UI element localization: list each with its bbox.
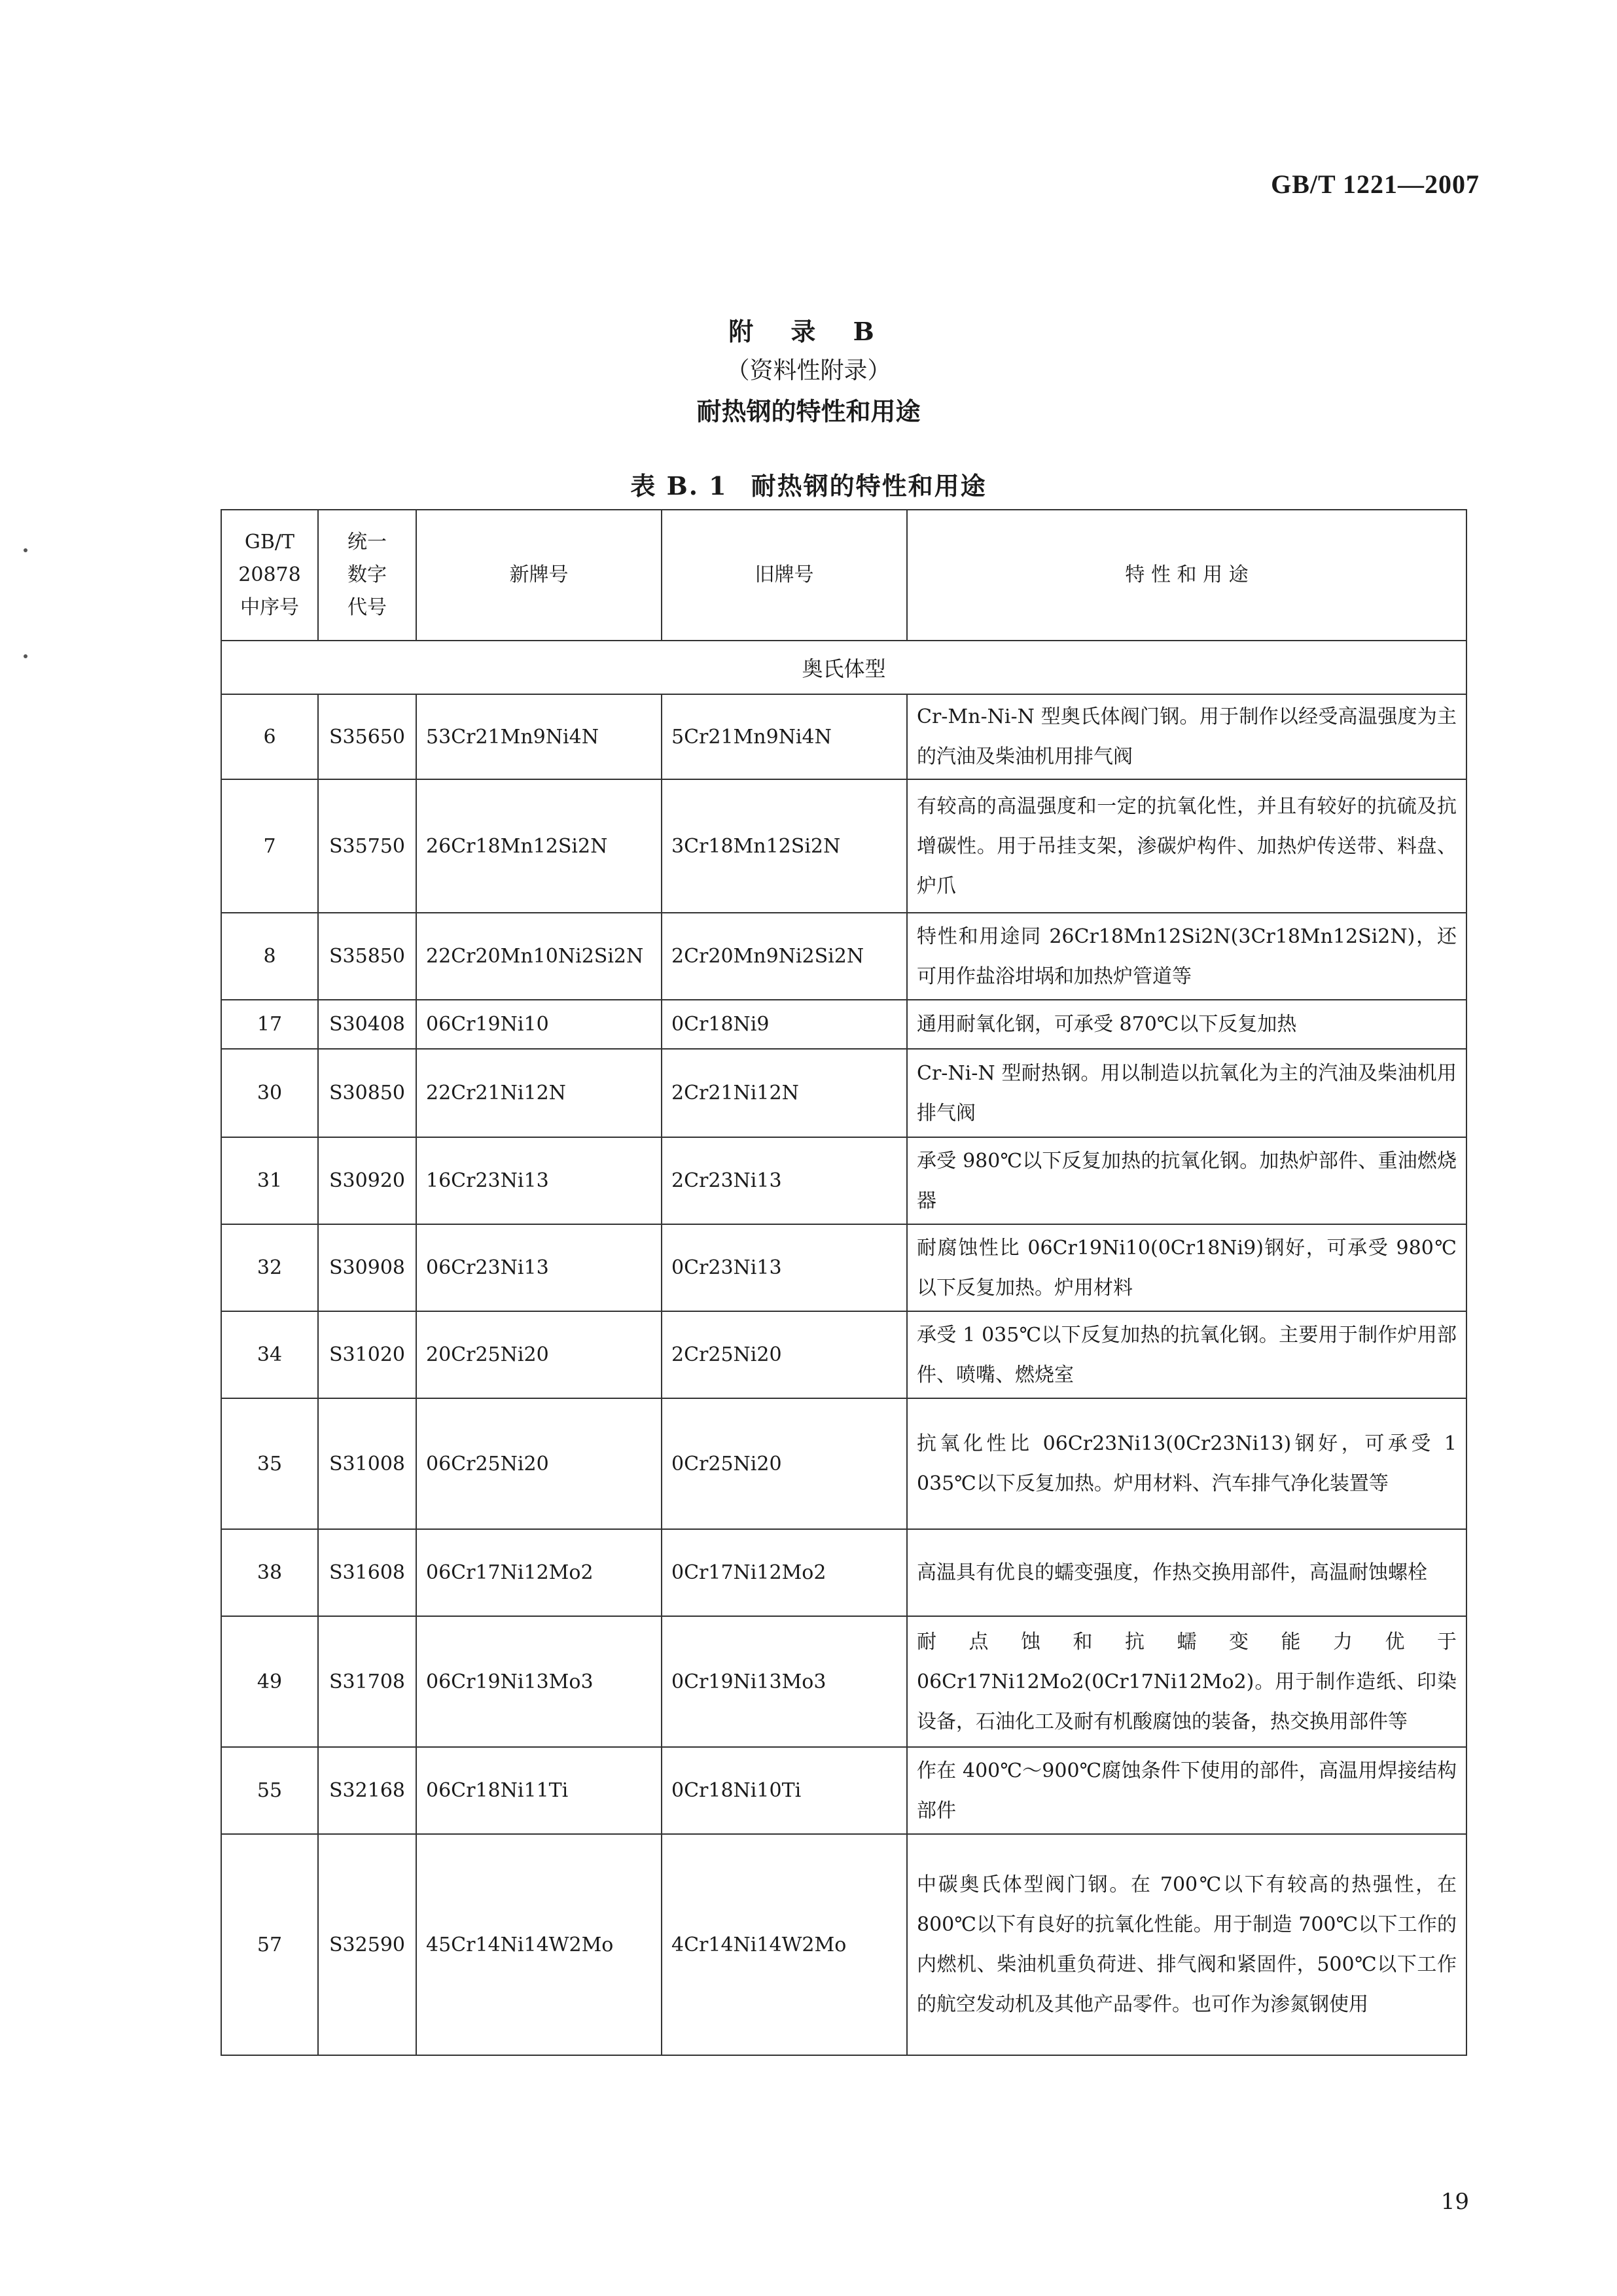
cell-new-grade: 16Cr23Ni13 — [416, 1137, 662, 1224]
table-row — [221, 913, 1466, 1000]
header-usage: 特 性 和 用 途 — [907, 510, 1466, 641]
cell-usage: 承受 980℃以下反复加热的抗氧化钢。加热炉部件、重油燃烧器 — [907, 1137, 1466, 1224]
cell-code: S30408 — [318, 1000, 416, 1049]
cell-new-grade: 06Cr19Ni13Mo3 — [416, 1616, 662, 1747]
table-row — [221, 694, 1466, 779]
cell-new-grade: 06Cr23Ni13 — [416, 1224, 662, 1311]
cell-old-grade: 5Cr21Mn9Ni4N — [662, 694, 907, 779]
header-old-grade: 旧牌号 — [662, 510, 907, 641]
cell-old-grade: 4Cr14Ni14W2Mo — [662, 1834, 907, 2055]
cell-code: S30850 — [318, 1049, 416, 1137]
cell-new-grade: 53Cr21Mn9Ni4N — [416, 694, 662, 779]
header-code-line: 数字 — [347, 563, 387, 586]
cell-old-grade: 0Cr18Ni9 — [662, 1000, 907, 1049]
standard-number: GB/T 1221—2007 — [1271, 169, 1480, 199]
cell-usage: Cr-Mn-Ni-N 型奥氏体阀门钢。用于制作以经受高温强度为主的汽油及柴油机用排气阀 — [907, 694, 1466, 779]
cell-usage: 中碳奥氏体型阀门钢。在 700℃以下有较高的热强性，在 800℃以下有良好的抗氧化性能。用于制造 700℃以下工作的内燃机、柴油机重负荷进、排气阀和紧固件，500℃以下工作的航空发动机及其他产品零件。也可作为渗氮钢使用 — [907, 1834, 1466, 2055]
header-seq-line: 中序号 — [240, 596, 299, 619]
cell-seq: 8 — [221, 913, 318, 1000]
table-caption — [0, 466, 1617, 502]
cell-usage: 抗氧化性比 06Cr23Ni13(0Cr23Ni13)钢好，可承受 1 035℃以下反复加热。炉用材料、汽车排气净化装置等 — [907, 1398, 1466, 1529]
cell-seq: 7 — [221, 779, 318, 913]
cell-usage: 作在 400℃～900℃腐蚀条件下使用的部件，高温用焊接结构部件 — [907, 1747, 1466, 1834]
cell-code: S31008 — [318, 1398, 416, 1529]
header-seq-line: GB/T — [244, 531, 295, 554]
cell-new-grade: 22Cr21Ni12N — [416, 1049, 662, 1137]
table-row — [221, 1398, 1466, 1529]
group-label: 奥氏体型 — [221, 641, 1466, 694]
header-code-line: 代号 — [347, 596, 387, 619]
cell-old-grade: 2Cr21Ni12N — [662, 1049, 907, 1137]
table-row — [221, 1616, 1466, 1747]
cell-seq: 31 — [221, 1137, 318, 1224]
appendix-heading — [0, 313, 1617, 432]
table-row — [221, 1834, 1466, 2055]
table-row — [221, 1529, 1466, 1616]
cell-old-grade: 3Cr18Mn12Si2N — [662, 779, 907, 913]
header-new-grade: 新牌号 — [416, 510, 662, 641]
cell-seq: 6 — [221, 694, 318, 779]
header-code-line: 统一 — [347, 531, 387, 554]
table-caption-number: 表 B. 1 — [630, 471, 728, 501]
cell-code: S30908 — [318, 1224, 416, 1311]
table-caption-title: 耐热钢的特性和用途 — [751, 471, 987, 501]
cell-usage: 有较高的高温强度和一定的抗氧化性，并且有较好的抗硫及抗增碳性。用于吊挂支架，渗碳炉构件、加热炉传送带、料盘、炉爪 — [907, 779, 1466, 913]
heat-resistant-steel-table — [221, 509, 1467, 2056]
table-header-row — [221, 510, 1466, 641]
cell-new-grade: 06Cr19Ni10 — [416, 1000, 662, 1049]
cell-usage: 通用耐氧化钢，可承受 870℃以下反复加热 — [907, 1000, 1466, 1049]
cell-new-grade: 22Cr20Mn10Ni2Si2N — [416, 913, 662, 1000]
cell-old-grade: 0Cr17Ni12Mo2 — [662, 1529, 907, 1616]
cell-new-grade: 26Cr18Mn12Si2N — [416, 779, 662, 913]
cell-seq: 17 — [221, 1000, 318, 1049]
cell-usage: Cr-Ni-N 型耐热钢。用以制造以抗氧化为主的汽油及柴油机用排气阀 — [907, 1049, 1466, 1137]
cell-seq: 35 — [221, 1398, 318, 1529]
cell-old-grade: 0Cr18Ni10Ti — [662, 1747, 907, 1834]
table-row — [221, 1000, 1466, 1049]
cell-code: S30920 — [318, 1137, 416, 1224]
cell-old-grade: 2Cr23Ni13 — [662, 1137, 907, 1224]
cell-new-grade: 06Cr25Ni20 — [416, 1398, 662, 1529]
table-row — [221, 1049, 1466, 1137]
cell-old-grade: 0Cr25Ni20 — [662, 1398, 907, 1529]
table-row — [221, 1137, 1466, 1224]
cell-code: S31608 — [318, 1529, 416, 1616]
cell-usage: 耐点蚀和抗蠕变能力优于 06Cr17Ni12Mo2(0Cr17Ni12Mo2)。用于制作造纸、印染设备，石油化工及耐有机酸腐蚀的装备，热交换用部件等 — [907, 1616, 1466, 1747]
cell-old-grade: 0Cr19Ni13Mo3 — [662, 1616, 907, 1747]
appendix-subject: 耐热钢的特性和用途 — [696, 397, 921, 426]
cell-old-grade: 0Cr23Ni13 — [662, 1224, 907, 1311]
cell-seq: 32 — [221, 1224, 318, 1311]
cell-seq: 30 — [221, 1049, 318, 1137]
table-row — [221, 1311, 1466, 1398]
page-number: 19 — [1440, 2189, 1469, 2215]
cell-seq: 38 — [221, 1529, 318, 1616]
scan-mark — [24, 548, 27, 552]
header-code — [318, 510, 416, 641]
cell-seq: 49 — [221, 1616, 318, 1747]
cell-code: S32168 — [318, 1747, 416, 1834]
cell-old-grade: 2Cr25Ni20 — [662, 1311, 907, 1398]
cell-new-grade: 06Cr18Ni11Ti — [416, 1747, 662, 1834]
cell-code: S31020 — [318, 1311, 416, 1398]
cell-new-grade: 20Cr25Ni20 — [416, 1311, 662, 1398]
table-row — [221, 1224, 1466, 1311]
cell-usage: 特性和用途同 26Cr18Mn12Si2N(3Cr18Mn12Si2N)，还可用作盐浴坩埚和加热炉管道等 — [907, 913, 1466, 1000]
header-seq-line: 20878 — [238, 563, 301, 586]
group-row — [221, 641, 1466, 694]
cell-new-grade: 45Cr14Ni14W2Mo — [416, 1834, 662, 2055]
cell-new-grade: 06Cr17Ni12Mo2 — [416, 1529, 662, 1616]
appendix-type: （资料性附录） — [726, 357, 891, 384]
cell-old-grade: 2Cr20Mn9Ni2Si2N — [662, 913, 907, 1000]
cell-code: S35750 — [318, 779, 416, 913]
cell-usage: 承受 1 035℃以下反复加热的抗氧化钢。主要用于制作炉用部件、喷嘴、燃烧室 — [907, 1311, 1466, 1398]
cell-usage: 高温具有优良的蠕变强度，作热交换用部件，高温耐蚀螺栓 — [907, 1529, 1466, 1616]
cell-code: S31708 — [318, 1616, 416, 1747]
cell-code: S32590 — [318, 1834, 416, 2055]
cell-code: S35850 — [318, 913, 416, 1000]
scan-mark — [24, 654, 27, 658]
cell-usage: 耐腐蚀性比 06Cr19Ni10(0Cr18Ni9)钢好，可承受 980℃以下反复加热。炉用材料 — [907, 1224, 1466, 1311]
table-row — [221, 779, 1466, 913]
table-row — [221, 1747, 1466, 1834]
cell-seq: 55 — [221, 1747, 318, 1834]
cell-code: S35650 — [318, 694, 416, 779]
appendix-title: 附 录 B — [728, 317, 889, 346]
cell-seq: 57 — [221, 1834, 318, 2055]
cell-seq: 34 — [221, 1311, 318, 1398]
header-seq — [221, 510, 318, 641]
